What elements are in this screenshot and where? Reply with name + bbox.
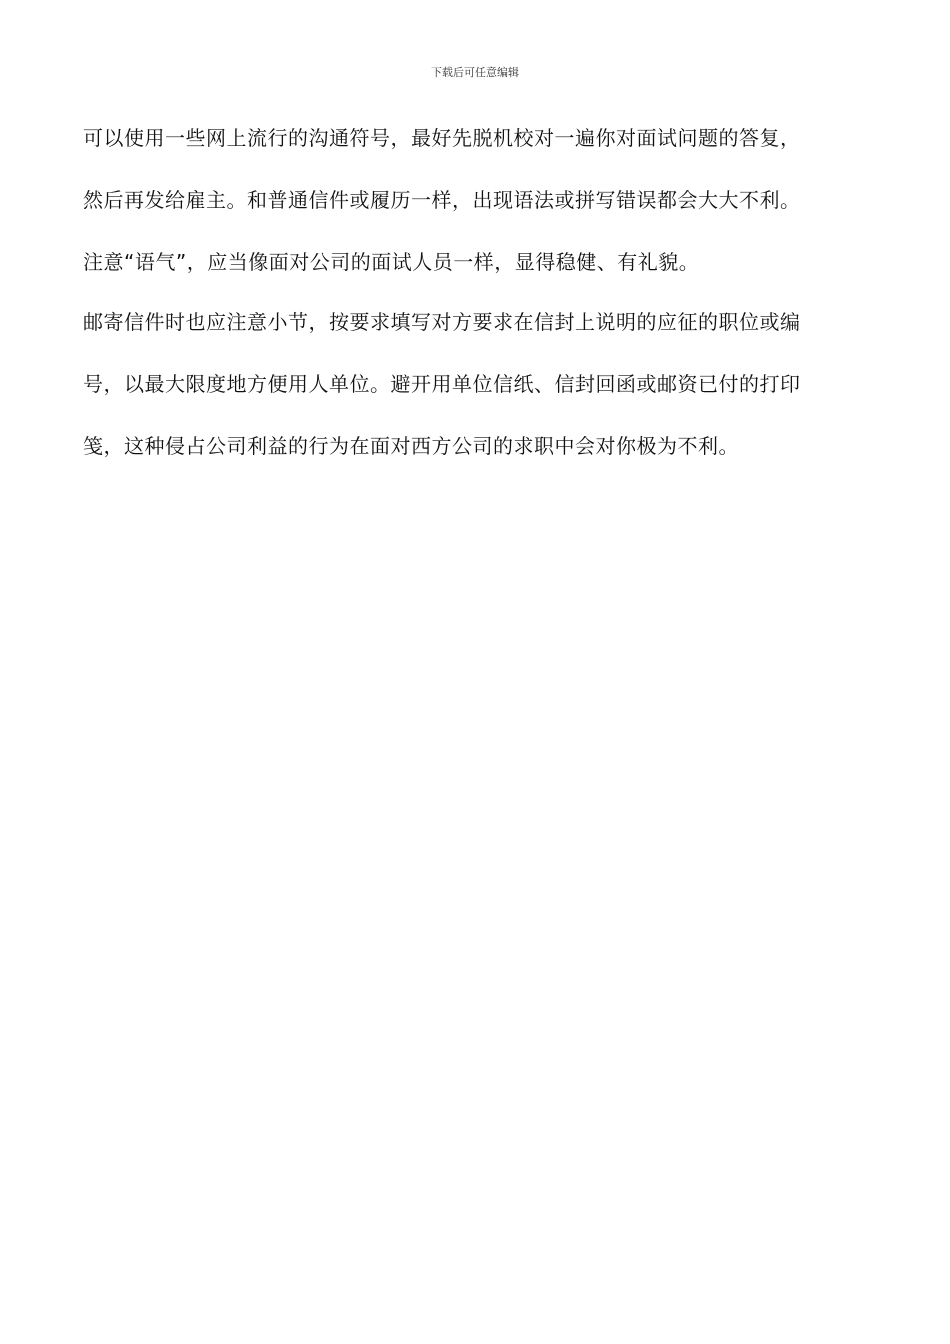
paragraph-line: 然后再发给雇主。和普通信件或履历一样，出现语法或拼写错误都会大大不利。 [83,188,801,212]
paragraph-line: 笺，这种侵占公司利益的行为在面对西方公司的求职中会对你极为不利。 [83,434,739,458]
paragraph-line: 号，以最大限度地方便用人单位。避开用单位信纸、信封回函或邮资已付的打印 [83,372,801,396]
paragraph-line: 可以使用一些网上流行的沟通符号，最好先脱机校对一遍你对面试问题的答复， [83,126,801,150]
paragraph-line: 注意“语气”，应当像面对公司的面试人员一样，显得稳健、有礼貌。 [83,250,700,274]
page-header: 下载后可任意编辑 [431,66,519,79]
paragraph-line: 邮寄信件时也应注意小节，按要求填写对方要求在信封上说明的应征的职位或编 [83,310,801,334]
